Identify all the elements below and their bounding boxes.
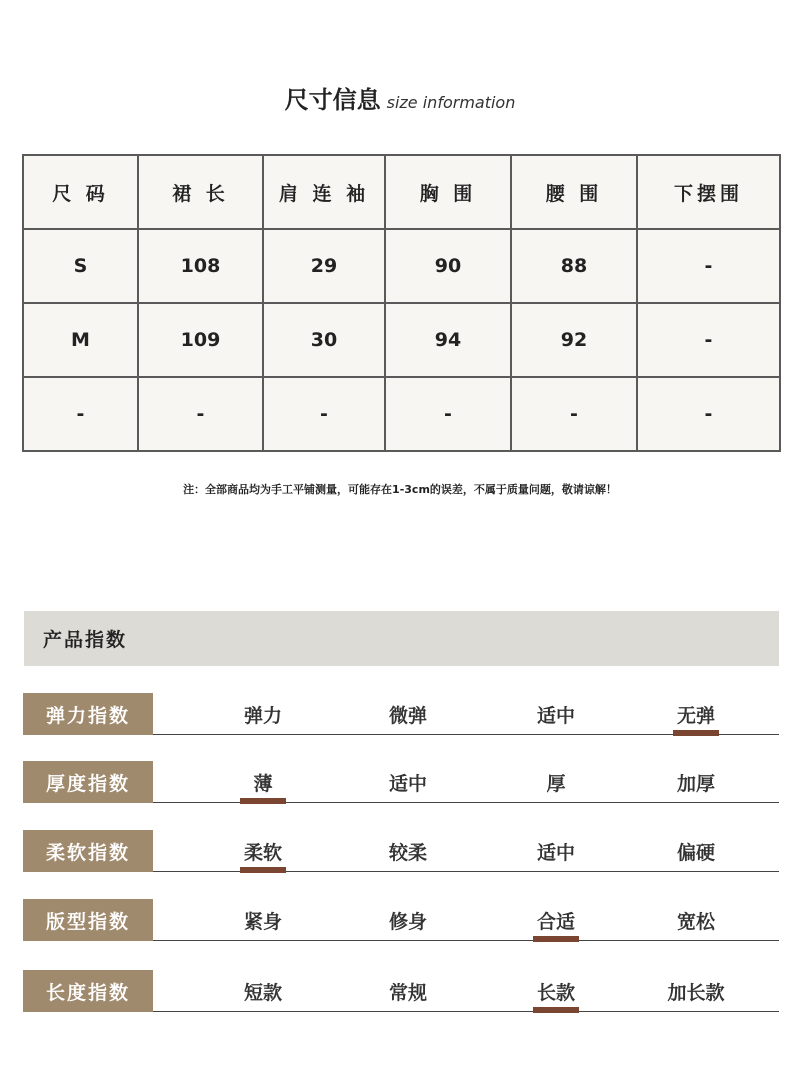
selected-indicator [533, 936, 579, 942]
header-cell: 尺 码 [23, 155, 138, 229]
index-option: 适中 [388, 773, 427, 795]
index-option: 修身 [388, 911, 427, 933]
index-label: 厚度指数 [23, 761, 153, 803]
header-cell: 裙 长 [138, 155, 263, 229]
table-cell: - [385, 377, 511, 451]
table-cell: 108 [138, 229, 263, 303]
table-cell: 30 [263, 303, 385, 377]
selected-indicator [673, 730, 719, 736]
table-cell: 92 [511, 303, 637, 377]
table-cell: - [637, 377, 780, 451]
table-cell: 94 [385, 303, 511, 377]
index-option: 宽松 [676, 911, 715, 933]
index-option: 弹力 [243, 705, 282, 727]
measurement-note: 注：全部商品均为手工平铺测量，可能存在1-3cm的误差，不属于质量问题，敬请谅解！ [183, 483, 617, 496]
table-row [23, 303, 780, 377]
index-option: 微弹 [388, 705, 427, 727]
index-option: 长款 [536, 982, 575, 1004]
index-row [23, 830, 779, 872]
index-option: 厚 [546, 773, 566, 795]
product-index-title: 产品指数 [43, 629, 128, 651]
index-option: 无弹 [676, 705, 715, 727]
title-zh: 尺寸信息 [284, 86, 381, 114]
product-index-header [24, 611, 779, 666]
index-row [23, 693, 779, 735]
index-divider [153, 940, 779, 941]
index-option: 合适 [536, 911, 575, 933]
table-cell: - [637, 303, 780, 377]
index-option: 紧身 [243, 911, 282, 933]
table-row [23, 377, 780, 451]
table-cell: S [23, 229, 138, 303]
index-row [23, 899, 779, 941]
header-cell: 肩 连 袖 [263, 155, 385, 229]
index-label: 长度指数 [23, 970, 153, 1012]
table-cell: - [138, 377, 263, 451]
page-title [0, 80, 800, 115]
size-table [22, 154, 781, 452]
header-cell: 腰 围 [511, 155, 637, 229]
index-row [23, 970, 779, 1012]
index-option: 加长款 [667, 982, 725, 1004]
table-header-row [23, 155, 780, 229]
index-option: 较柔 [388, 842, 427, 864]
table-cell: - [511, 377, 637, 451]
title-en: size information [386, 93, 516, 112]
index-option: 柔软 [243, 842, 282, 864]
index-option: 适中 [536, 842, 575, 864]
table-cell: 29 [263, 229, 385, 303]
index-divider [153, 1011, 779, 1012]
index-option: 薄 [253, 773, 273, 795]
index-option: 适中 [536, 705, 575, 727]
index-option: 加厚 [676, 773, 715, 795]
selected-indicator [533, 1007, 579, 1013]
table-cell: M [23, 303, 138, 377]
table-cell: - [637, 229, 780, 303]
selected-indicator [240, 867, 286, 873]
selected-indicator [240, 798, 286, 804]
table-row [23, 229, 780, 303]
index-option: 偏硬 [676, 842, 715, 864]
table-cell: 88 [511, 229, 637, 303]
index-row [23, 761, 779, 803]
index-label: 弹力指数 [23, 693, 153, 735]
index-label: 版型指数 [23, 899, 153, 941]
index-label: 柔软指数 [23, 830, 153, 872]
index-option: 短款 [243, 982, 282, 1004]
table-cell: - [23, 377, 138, 451]
table-cell: 90 [385, 229, 511, 303]
header-cell: 胸 围 [385, 155, 511, 229]
index-option: 常规 [388, 982, 427, 1004]
table-cell: - [263, 377, 385, 451]
table-cell: 109 [138, 303, 263, 377]
header-cell: 下摆围 [637, 155, 780, 229]
